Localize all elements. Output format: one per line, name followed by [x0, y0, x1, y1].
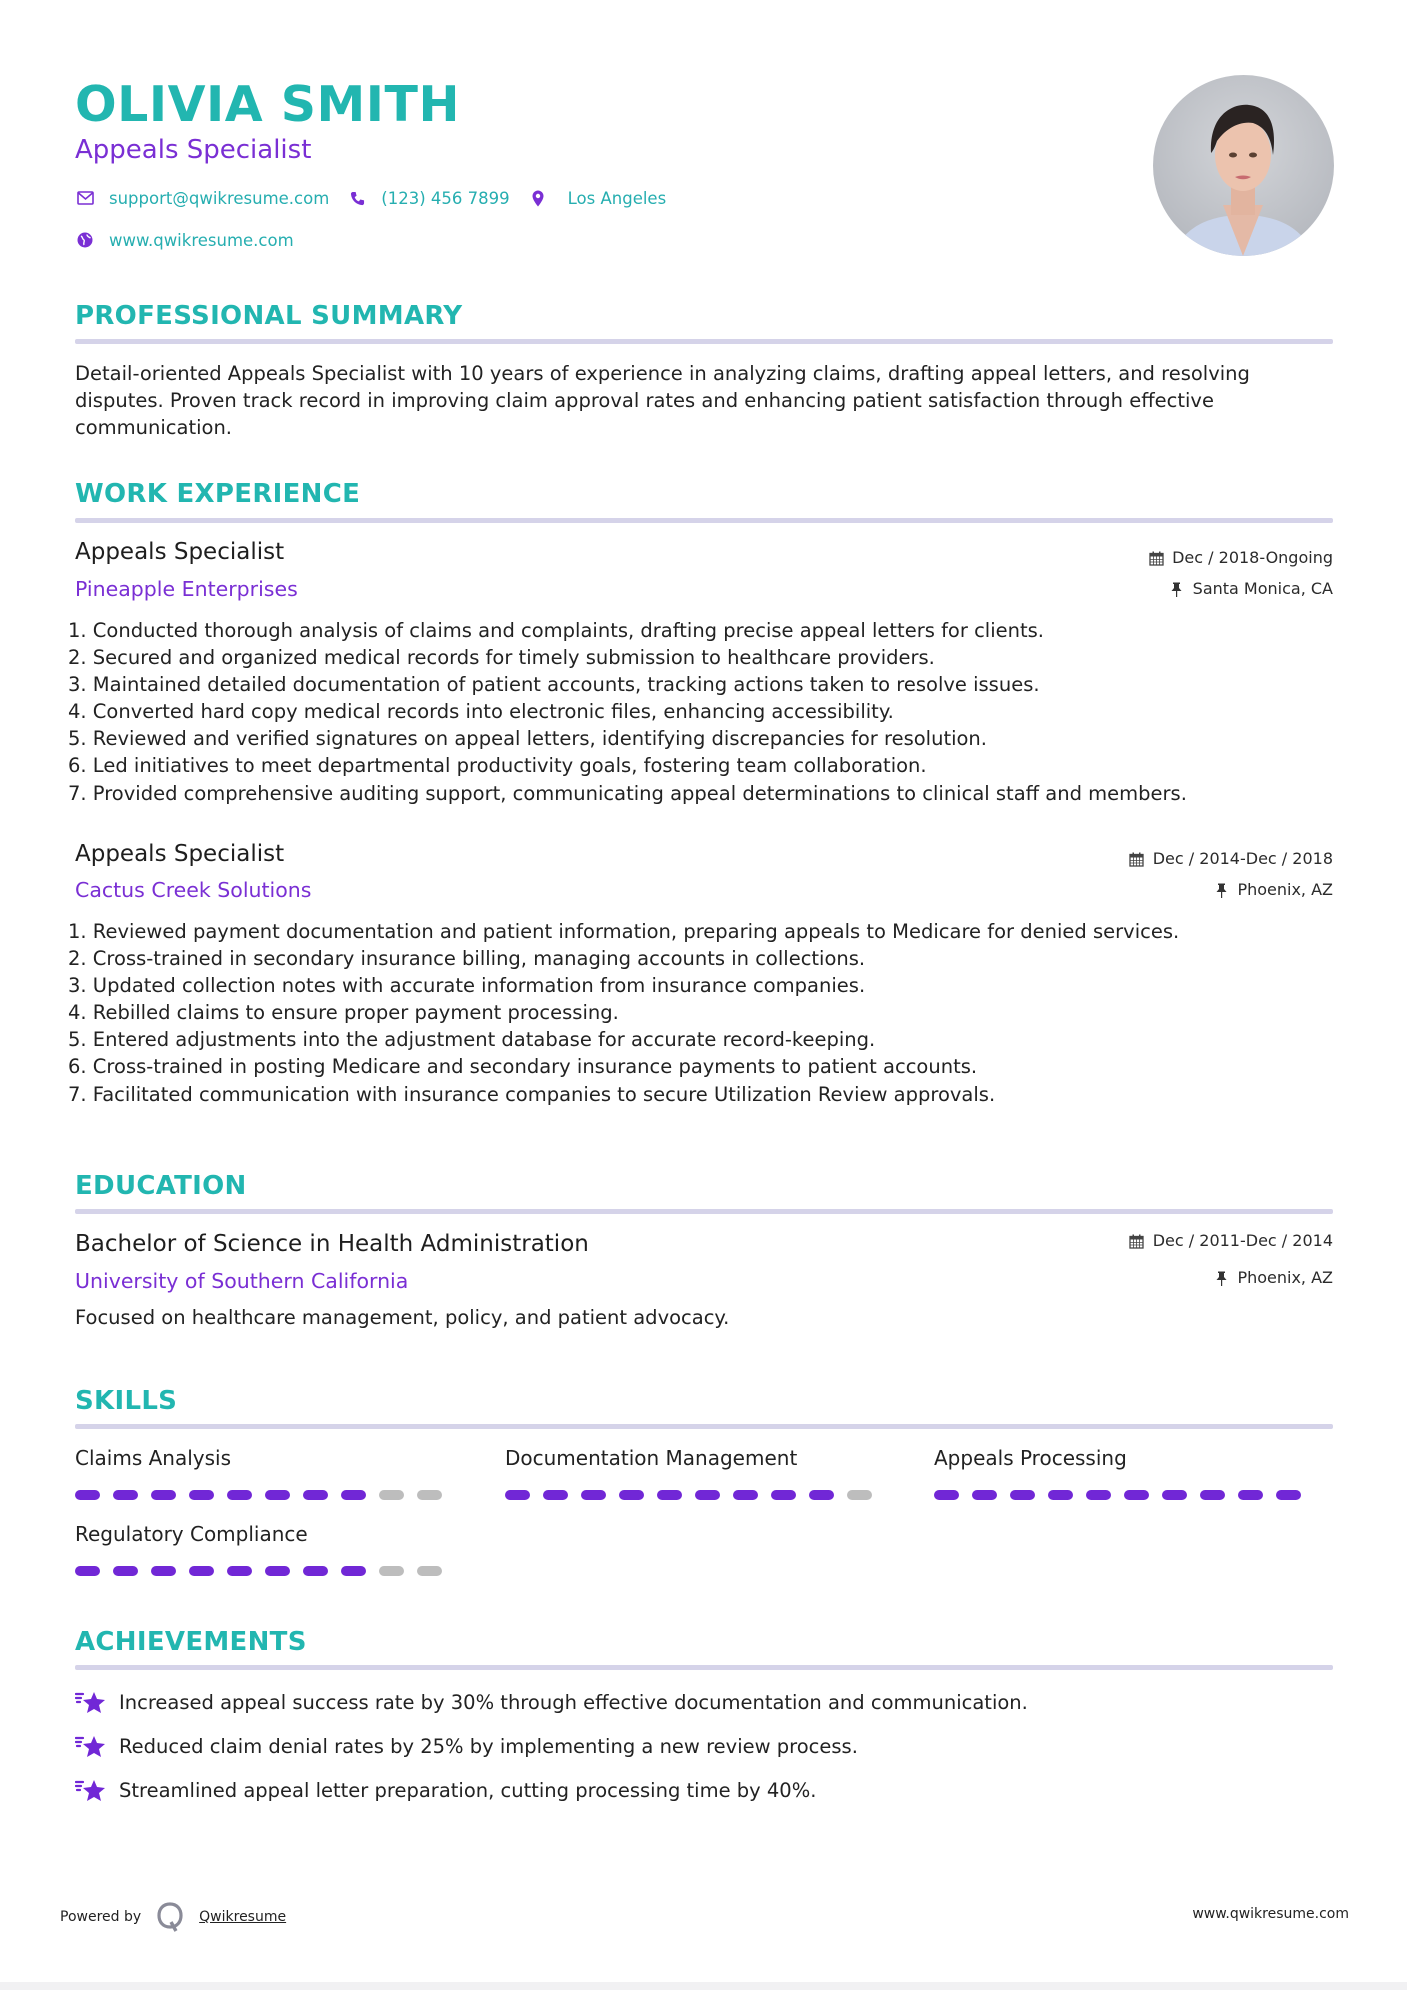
map-pin-icon	[528, 188, 548, 208]
skill-dash-filled	[809, 1490, 834, 1500]
qwikresume-link[interactable]: Qwikresume	[199, 1909, 287, 1925]
summary-line: communication.	[75, 416, 232, 439]
location-text: Phoenix, AZ	[1237, 1268, 1333, 1287]
bullet-item: 7. Facilitated communication with insurance companies to secure Utilization Review approvals.	[68, 1082, 996, 1106]
skill-dash-filled	[733, 1490, 758, 1500]
bullet-item: 2. Cross-trained in secondary insurance billing, managing accounts in collections.	[68, 947, 866, 971]
contact-website[interactable]	[75, 230, 294, 250]
calendar-icon	[1129, 851, 1145, 867]
job-location	[1169, 578, 1333, 600]
skill-dash-filled	[265, 1490, 290, 1500]
skill-dash-filled	[1010, 1490, 1035, 1500]
bullet-item: 6. Cross-trained in posting Medicare and secondary insurance payments to patient accounts.	[68, 1055, 978, 1079]
powered-by-label: Powered by	[60, 1909, 142, 1925]
bullet-item: 5. Reviewed and verified signatures on appeal letters, identifying discrepancies for resolution.	[68, 727, 987, 751]
skill-dash-empty	[417, 1566, 442, 1576]
skill-item	[75, 1520, 455, 1576]
skill-dash-filled	[189, 1490, 214, 1500]
skill-dash-filled	[227, 1566, 252, 1576]
skill-name: Claims Analysis	[75, 1446, 231, 1470]
pushpin-icon	[1169, 581, 1185, 597]
skill-dash-filled	[75, 1490, 100, 1500]
bullet-item: 7. Provided comprehensive auditing support, communicating appeal determinations to clinical staff and members.	[68, 781, 1187, 805]
skill-dash-empty	[417, 1490, 442, 1500]
globe-icon	[75, 230, 95, 250]
skill-dash-filled	[581, 1490, 606, 1500]
qwikresume-logo-icon	[155, 1902, 185, 1932]
skill-item	[934, 1444, 1314, 1500]
skill-level-bar	[75, 1566, 455, 1576]
bullet-item: 2. Secured and organized medical records for timely submission to healthcare providers.	[68, 646, 935, 670]
bullet-item: 1. Conducted thorough analysis of claims and complaints, drafting precise appeal letters for clients.	[68, 619, 1044, 642]
contact-phone[interactable]	[347, 188, 509, 208]
contact-row	[75, 188, 684, 208]
dates-text: Dec / 2011-Dec / 2014	[1152, 1231, 1333, 1250]
skill-dash-filled	[303, 1566, 328, 1576]
contact-row-2	[75, 230, 312, 250]
skill-dash-filled	[113, 1566, 138, 1576]
shooting-star-icon	[75, 1688, 109, 1718]
skill-dash-filled	[1124, 1490, 1149, 1500]
section-title-skills: SKILLS	[75, 1386, 178, 1416]
education-description: Focused on healthcare management, policy, and patient advocacy.	[75, 1306, 730, 1329]
summary-line: disputes. Proven track record in improving claim approval rates and enhancing patient satisfaction through effective	[75, 389, 1214, 412]
education-dates	[1129, 1230, 1333, 1252]
skill-level-bar	[505, 1490, 885, 1500]
skill-dash-filled	[934, 1490, 959, 1500]
calendar-icon	[1129, 1233, 1145, 1249]
section-divider	[75, 1424, 1333, 1429]
candidate-name: OLIVIA SMITH	[75, 76, 460, 133]
skill-dash-filled	[1162, 1490, 1187, 1500]
skill-level-bar	[934, 1490, 1314, 1500]
skill-dash-filled	[1086, 1490, 1111, 1500]
summary-line: Detail-oriented Appeals Specialist with 10 years of experience in analyzing claims, drafting appeal letters, and resolving	[75, 362, 1250, 385]
contact-location	[528, 188, 667, 208]
envelope-icon	[75, 188, 95, 208]
dates-text: Dec / 2018-Ongoing	[1172, 548, 1333, 567]
section-divider	[75, 1209, 1333, 1214]
pushpin-icon	[1213, 882, 1229, 898]
section-divider	[75, 1665, 1333, 1670]
bullet-item: 4. Converted hard copy medical records into electronic files, enhancing accessibility.	[68, 700, 894, 724]
job-dates	[1148, 547, 1333, 569]
profile-photo	[1153, 75, 1334, 256]
bullet-item: 6. Led initiatives to meet departmental productivity goals, fostering team collaboration.	[68, 754, 927, 778]
job-bullets	[68, 918, 1338, 1108]
section-title-education: EDUCATION	[75, 1171, 247, 1201]
section-title-achievements: ACHIEVEMENTS	[75, 1627, 307, 1657]
achievement-item	[75, 1776, 816, 1806]
phone-text[interactable]: (123) 456 7899	[381, 188, 510, 208]
section-title-summary: PROFESSIONAL SUMMARY	[75, 301, 463, 331]
skill-dash-filled	[505, 1490, 530, 1500]
achievement-text: Increased appeal success rate by 30% through effective documentation and communication.	[119, 1691, 1028, 1714]
education-school: University of Southern California	[75, 1269, 409, 1293]
job-company: Cactus Creek Solutions	[75, 878, 312, 902]
footer-powered-by	[60, 1902, 286, 1932]
location-text: Santa Monica, CA	[1192, 579, 1333, 598]
skill-dash-empty	[847, 1490, 872, 1500]
footer-website-link[interactable]: www.qwikresume.com	[1192, 1906, 1349, 1922]
skill-dash-filled	[303, 1490, 328, 1500]
skill-name: Regulatory Compliance	[75, 1522, 308, 1546]
bullet-item: 5. Entered adjustments into the adjustment database for accurate record-keeping.	[68, 1028, 876, 1052]
skill-dash-filled	[972, 1490, 997, 1500]
skill-item	[75, 1444, 455, 1500]
skill-dash-filled	[151, 1490, 176, 1500]
skill-dash-filled	[151, 1566, 176, 1576]
bullet-item: 3. Maintained detailed documentation of patient accounts, tracking actions taken to resolve issues.	[68, 673, 1040, 697]
skill-dash-filled	[189, 1566, 214, 1576]
bullet-item: 1. Reviewed payment documentation and patient information, preparing appeals to Medicare for denied services.	[68, 920, 1180, 943]
skill-dash-filled	[1048, 1490, 1073, 1500]
phone-icon	[347, 188, 367, 208]
skill-dash-filled	[113, 1490, 138, 1500]
bullet-item: 4. Rebilled claims to ensure proper payment processing.	[68, 1001, 619, 1025]
location-text: Los Angeles	[567, 188, 667, 208]
shooting-star-icon	[75, 1776, 109, 1806]
skill-dash-filled	[619, 1490, 644, 1500]
skill-dash-empty	[379, 1566, 404, 1576]
skill-dash-filled	[1276, 1490, 1301, 1500]
skill-name: Appeals Processing	[934, 1446, 1127, 1470]
portrait-illustration	[1153, 75, 1334, 256]
calendar-icon	[1148, 550, 1164, 566]
achievement-item	[75, 1732, 858, 1762]
summary-text	[75, 360, 1335, 441]
skill-dash-filled	[341, 1490, 366, 1500]
education-location	[1213, 1267, 1333, 1289]
pushpin-icon	[1213, 1270, 1229, 1286]
location-text: Phoenix, AZ	[1237, 880, 1333, 899]
achievement-text: Streamlined appeal letter preparation, cutting processing time by 40%.	[119, 1779, 817, 1802]
skill-level-bar	[75, 1490, 455, 1500]
skill-dash-empty	[379, 1490, 404, 1500]
job-location	[1213, 879, 1333, 901]
email-text[interactable]: support@qwikresume.com	[109, 188, 330, 208]
shooting-star-icon	[75, 1732, 109, 1762]
skill-dash-filled	[771, 1490, 796, 1500]
page-bottom-strip	[0, 1982, 1407, 1990]
job-dates	[1129, 848, 1333, 870]
section-title-experience: WORK EXPERIENCE	[75, 479, 361, 509]
skill-dash-filled	[341, 1566, 366, 1576]
section-divider	[75, 518, 1333, 523]
job-role: Appeals Specialist	[75, 539, 285, 565]
skill-dash-filled	[75, 1566, 100, 1576]
bullet-item: 3. Updated collection notes with accurate information from insurance companies.	[68, 974, 866, 998]
skill-dash-filled	[1200, 1490, 1225, 1500]
website-text[interactable]: www.qwikresume.com	[109, 230, 294, 250]
dates-text: Dec / 2014-Dec / 2018	[1152, 849, 1333, 868]
candidate-title: Appeals Specialist	[75, 135, 312, 165]
contact-email[interactable]	[75, 188, 329, 208]
skill-dash-filled	[695, 1490, 720, 1500]
skill-dash-filled	[657, 1490, 682, 1500]
section-divider	[75, 339, 1333, 344]
skill-dash-filled	[265, 1566, 290, 1576]
achievement-item	[75, 1688, 1028, 1718]
job-bullets	[68, 617, 1338, 807]
education-degree: Bachelor of Science in Health Administration	[75, 1231, 589, 1257]
skill-name: Documentation Management	[505, 1446, 798, 1470]
skill-dash-filled	[543, 1490, 568, 1500]
skill-dash-filled	[1238, 1490, 1263, 1500]
job-role: Appeals Specialist	[75, 841, 285, 867]
job-company: Pineapple Enterprises	[75, 577, 298, 601]
achievement-text: Reduced claim denial rates by 25% by implementing a new review process.	[119, 1735, 858, 1758]
skill-item	[505, 1444, 885, 1500]
skill-dash-filled	[227, 1490, 252, 1500]
